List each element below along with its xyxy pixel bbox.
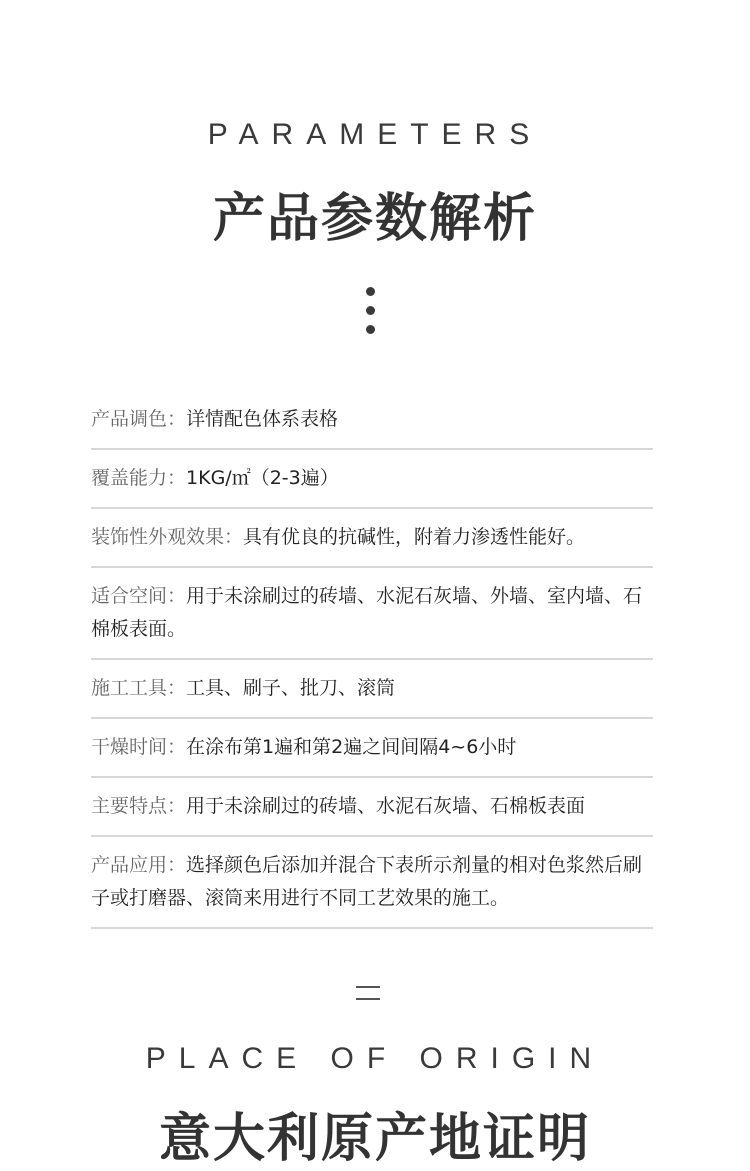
param-label: 干燥时间： bbox=[91, 736, 187, 758]
param-value: 在涂布第1遍和第2遍之间间隔4~6小时 bbox=[186, 736, 517, 758]
section-title-cn: 意大利原产地证明 bbox=[158, 1109, 591, 1169]
param-row-tools bbox=[91, 660, 653, 719]
param-label: 覆盖能力： bbox=[91, 467, 187, 489]
vertical-ellipsis-icon bbox=[366, 287, 376, 335]
param-value: 选择颜色后添加并混合下表所示剂量的相对色浆然后刷子或打磨器、滚筒来用进行不同工艺效果的施工。 bbox=[91, 854, 643, 909]
param-label: 产品调色： bbox=[91, 408, 187, 430]
section-title-en: PLACE OF ORIGIN bbox=[145, 1042, 605, 1075]
param-value: 用于未涂刷过的砖墙、水泥石灰墙、外墙、室内墙、石棉板表面。 bbox=[91, 585, 643, 640]
param-value: 1KG/㎡（2-3遍） bbox=[186, 467, 339, 489]
param-label: 施工工具： bbox=[91, 677, 187, 699]
param-row-coverage bbox=[91, 450, 653, 509]
param-row-color bbox=[91, 391, 653, 450]
param-label: 适合空间： bbox=[91, 585, 187, 607]
param-value: 详情配色体系表格 bbox=[186, 408, 339, 430]
param-row-features bbox=[91, 778, 653, 837]
section-title-cn: 产品参数解析 bbox=[212, 189, 537, 249]
param-label: 主要特点： bbox=[91, 795, 187, 817]
param-value: 具有优良的抗碱性，附着力渗透性能好。 bbox=[243, 526, 586, 548]
param-label: 产品应用： bbox=[91, 854, 187, 876]
param-value: 用于未涂刷过的砖墙、水泥石灰墙、石棉板表面 bbox=[186, 795, 586, 817]
section-number-two-icon bbox=[356, 986, 380, 1010]
parameter-list bbox=[91, 391, 653, 929]
param-row-application bbox=[91, 837, 653, 929]
section-title-en: PARAMETERS bbox=[207, 118, 543, 151]
param-row-space bbox=[91, 568, 653, 660]
param-value: 工具、刷子、批刀、滚筒 bbox=[186, 677, 396, 699]
param-label: 装饰性外观效果： bbox=[91, 526, 244, 548]
param-row-drying bbox=[91, 719, 653, 778]
param-row-appearance bbox=[91, 509, 653, 568]
